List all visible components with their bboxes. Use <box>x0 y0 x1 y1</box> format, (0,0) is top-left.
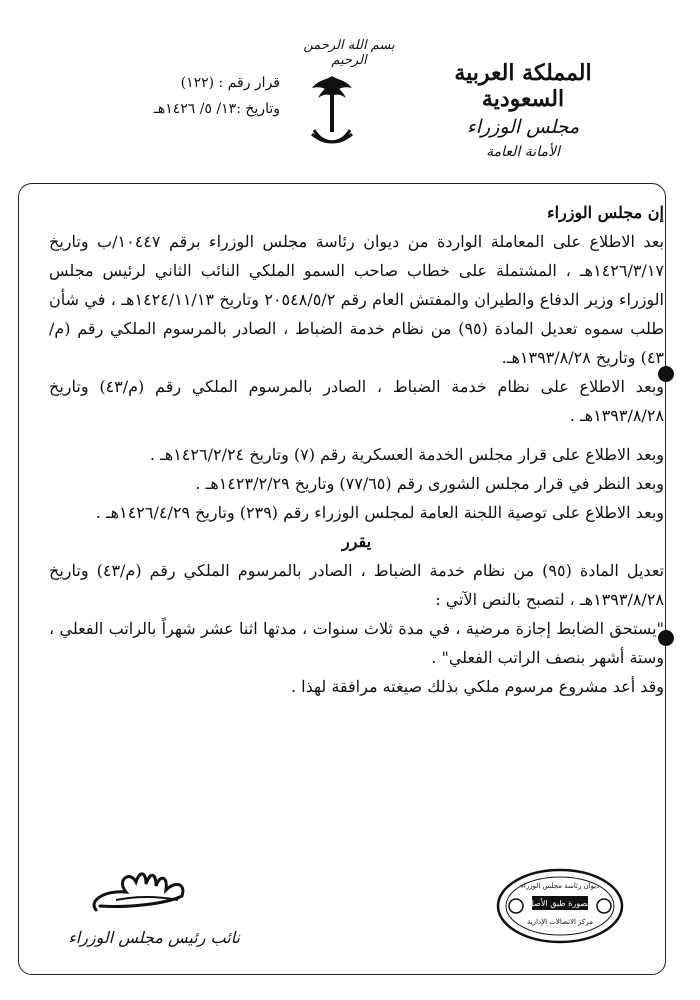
official-stamp <box>494 866 626 946</box>
decision-number: قرار رقم : (١٢٢) <box>180 75 280 91</box>
council-name: مجلس الوزراء <box>466 116 580 138</box>
letterhead <box>418 60 628 160</box>
stamp-line-1: ديوان رئاسة مجلس الوزراء <box>520 882 600 890</box>
paragraph: بعد الاطلاع على المعاملة الواردة من ديوان رئاسة مجلس الوزراء برقم ١٠٤٤٧/ب وتاريخ ١٤٢٦/٣/١٧هـ ، المشتملة على خطاب صاحب السمو الملكي النائب الثاني لرئيس مجلس الوزراء وزير الدفاع والطيران والمفتش العام رقم ٢٠٥٤٨/٥/٢ وتاريخ ١٤٢٤/١١/١٣هـ ، في شأن طلب سموه تعديل المادة (٩٥) من نظام خدمة الضباط ، الصادر بالمرسوم الملكي رقم (م/٤٣) وتاريخ ١٣٩٣/٨/٢٨هـ. <box>49 232 665 367</box>
paragraph: تعديل المادة (٩٥) من نظام خدمة الضباط ، الصادر بالمرسوم الملكي رقم (م/٤٣) وتاريخ ١٣٩٣/٨/٢٨هـ ، لتصبح بالنص الآتي : <box>49 561 664 609</box>
decision-reference <box>80 70 280 122</box>
basmala-text: بسم الله الرحمن الرحيم <box>303 38 395 68</box>
paragraph: وبعد النظر في قرار مجلس الشورى رقم (٧٧/٦٥) وتاريخ ١٤٢٣/٢/٢٩هـ . <box>195 474 664 493</box>
paragraph: وبعد الاطلاع على نظام خدمة الضباط ، الصادر بالمرسوم الملكي رقم (م/٤٣) وتاريخ ١٣٩٣/٨/٢٨هـ . <box>49 377 664 425</box>
stamp-line-3: مركز الاتصالات الإدارية <box>526 918 594 926</box>
signatory-title: نائب رئيس مجلس الوزراء <box>68 928 240 947</box>
opening-line: إن مجلس الوزراء <box>547 203 664 222</box>
secretariat-name: الأمانة العامة <box>486 144 560 160</box>
closing-line: وقد أعد مشروع مرسوم ملكي بذلك صيغته مرافقة لهذا . <box>291 677 664 696</box>
handwritten-signature <box>86 860 196 924</box>
quoted-article: "يستحق الضابط إجازة مرضية ، في مدة ثلاث سنوات ، مدتها اثنا عشر شهراً بالراتب الفعلي ، وستة أشهر بنصف الراتب الفعلي" . <box>49 619 664 667</box>
decision-date: وتاريخ :١٣/ ٥/ ١٤٢٦هـ <box>153 101 280 117</box>
decision-body <box>49 198 664 701</box>
stamp-line-2: الصورة طبق الأصل <box>528 899 592 908</box>
kingdom-name: المملكة العربية السعودية <box>454 60 592 112</box>
paragraph: وبعد الاطلاع على قرار مجلس الخدمة العسكرية رقم (٧) وتاريخ ١٤٢٦/٢/٢٤هـ . <box>149 445 664 464</box>
decides-heading: يقرر <box>341 532 372 551</box>
saudi-emblem-icon <box>308 72 356 150</box>
paragraph: وبعد الاطلاع على توصية اللجنة العامة لمجلس الوزراء رقم (٢٣٩) وتاريخ ١٤٢٦/٤/٢٩هـ . <box>95 503 664 522</box>
